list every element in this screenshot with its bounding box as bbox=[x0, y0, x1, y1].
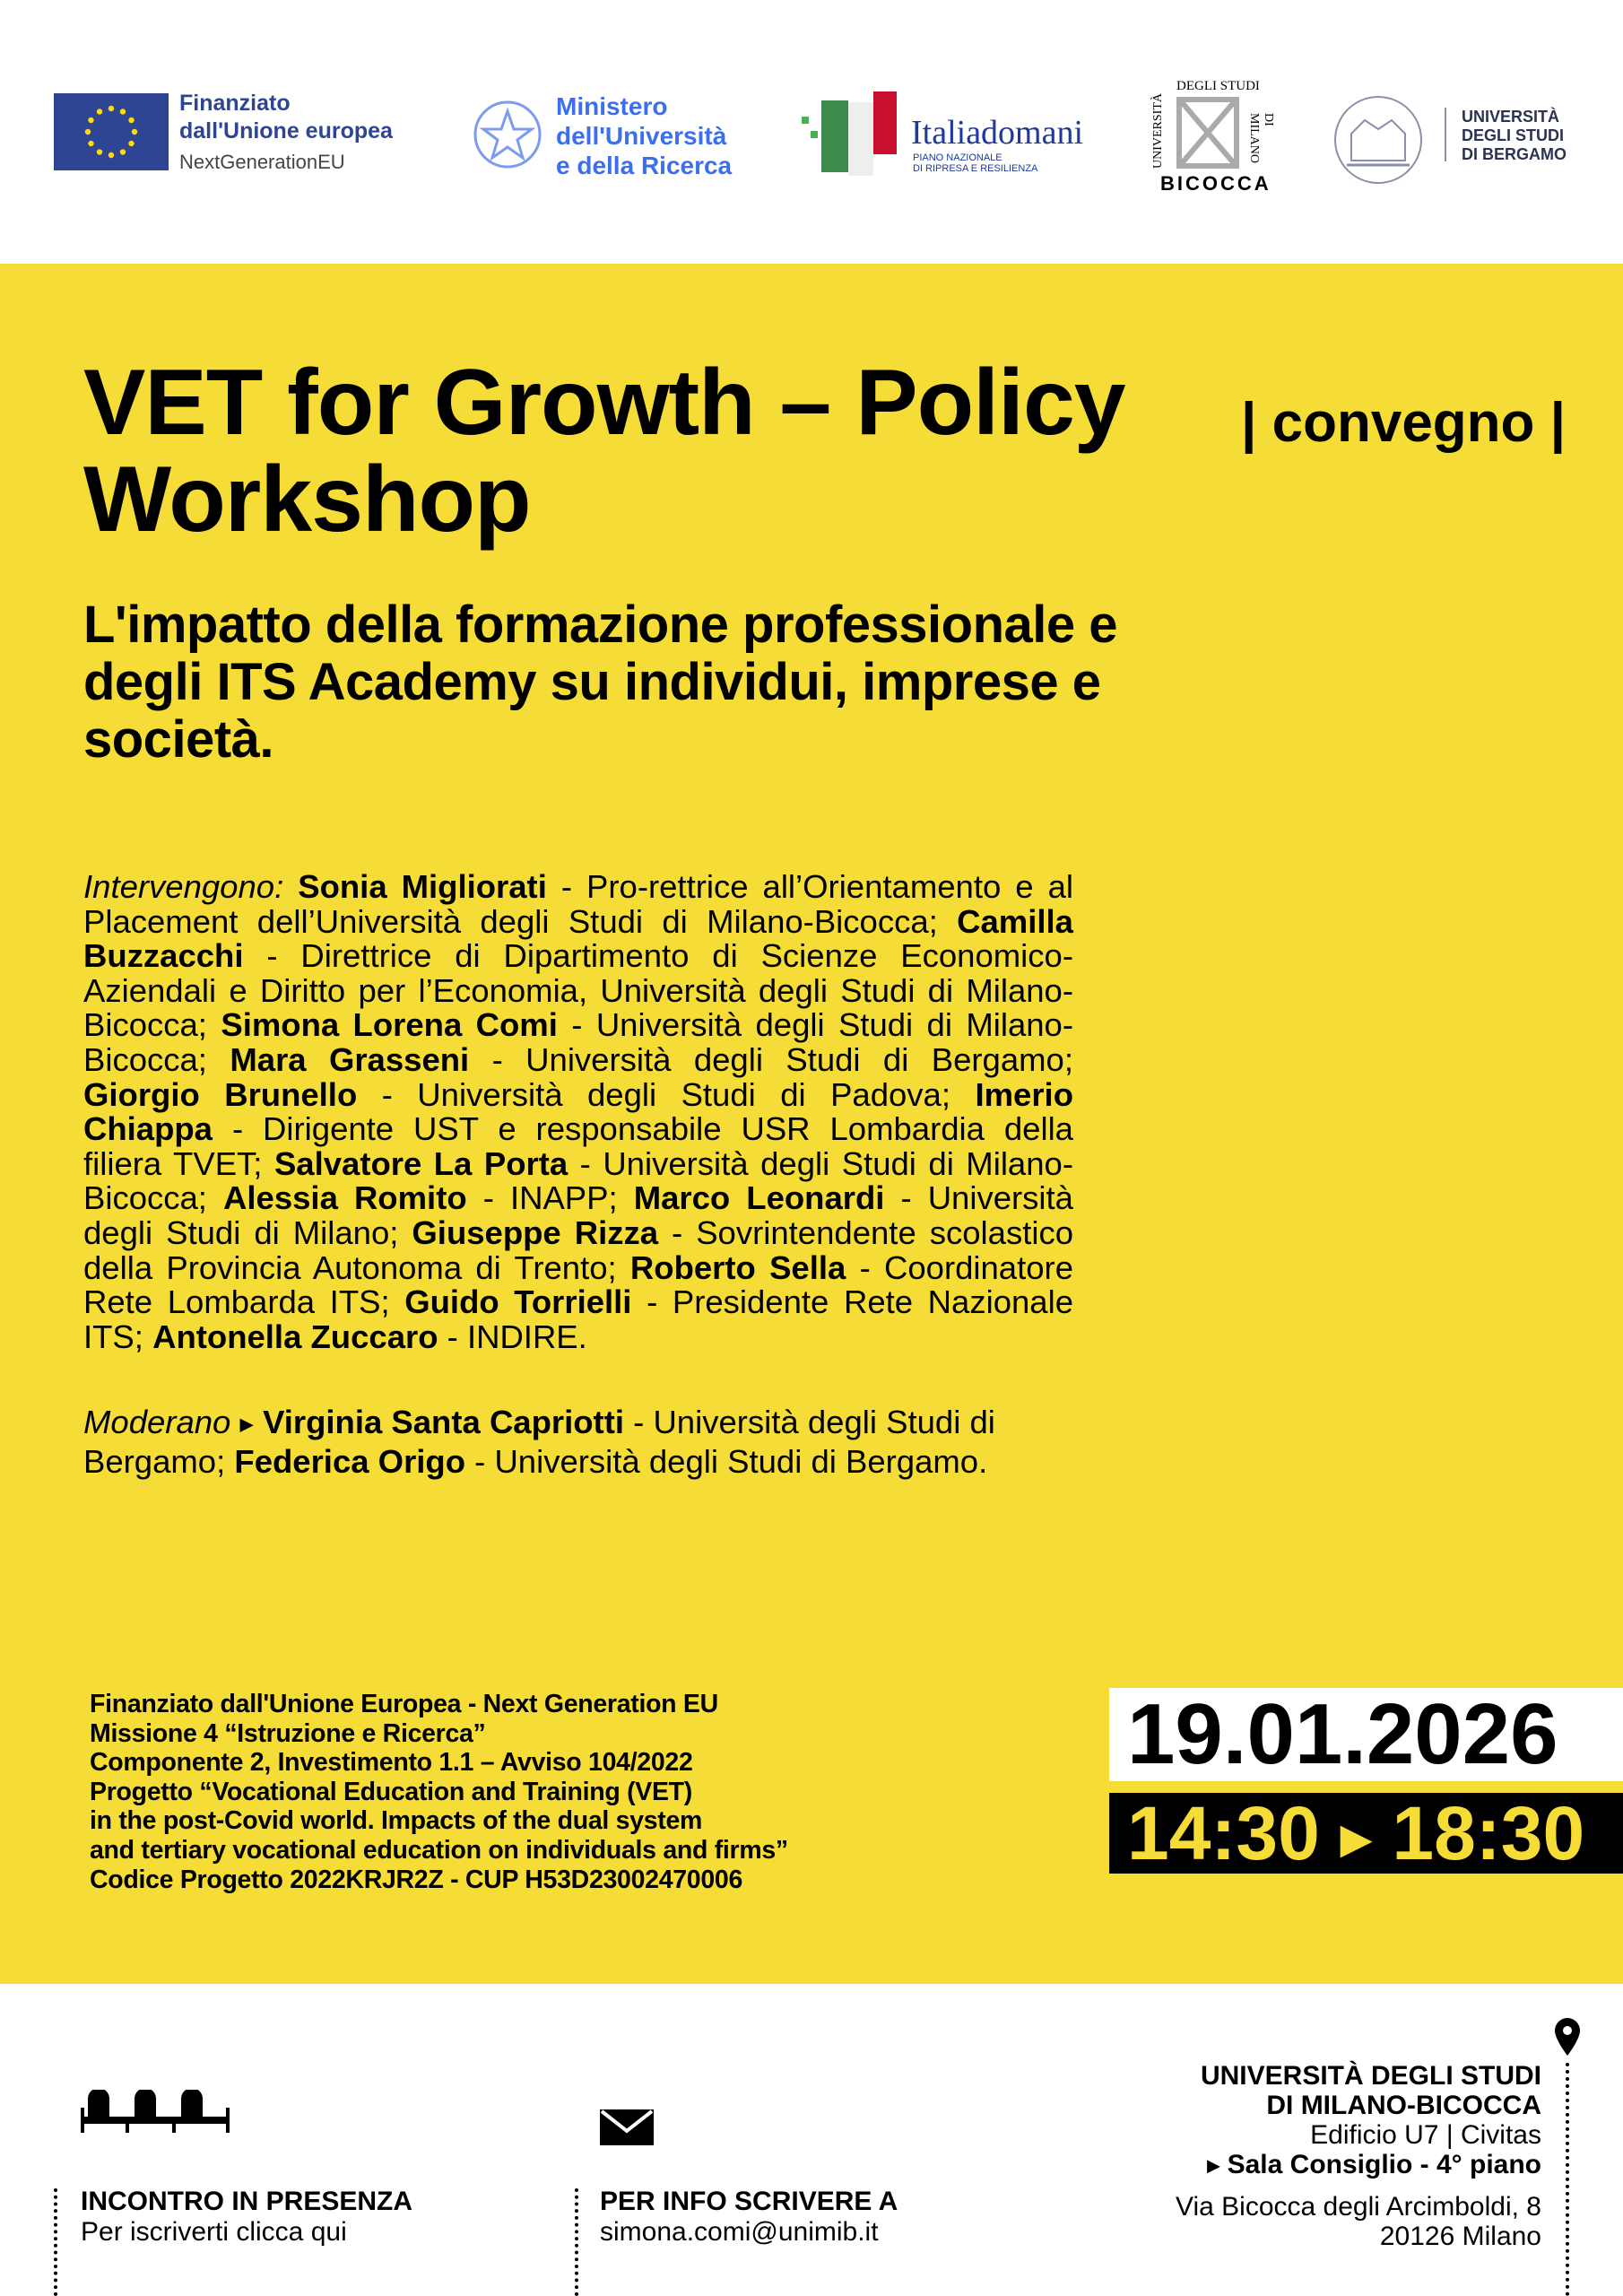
funding-line: Missione 4 “Istruzione e Ricerca” bbox=[90, 1718, 486, 1748]
person-role: Università degli Studi di Milano-Bicocca; bbox=[83, 1006, 1074, 1078]
italiadomani-line: DI RIPRESA E RESILIENZA bbox=[913, 163, 1038, 174]
person-role: Pro-rettrice all’Orientamento e al Placement dell’Università degli Studi di Milano-Bicocca; bbox=[83, 868, 1073, 940]
funding-line: and tertiary vocational education on individuals and firms” bbox=[90, 1835, 788, 1865]
person-name: Alessia Romito bbox=[223, 1179, 467, 1217]
bergamo-divider bbox=[1445, 108, 1446, 161]
eu-star-icon bbox=[128, 141, 134, 146]
venue-line: DI MILANO-BICOCCA bbox=[1266, 2091, 1541, 2120]
eu-star-icon bbox=[132, 129, 137, 135]
eu-star-icon bbox=[120, 109, 126, 114]
register-link[interactable]: Per iscriverti clicca qui bbox=[81, 2217, 347, 2247]
bicocca-logo-top: DEGLI STUDI bbox=[1176, 79, 1260, 93]
eu-star-icon bbox=[108, 152, 114, 158]
person-role: Dirigente UST e responsabile USR Lombardia della filiera TVET; bbox=[83, 1110, 1073, 1182]
venue-line: UNIVERSITÀ DEGLI STUDI bbox=[1200, 2061, 1541, 2091]
person-name: Guido Torrielli bbox=[404, 1283, 632, 1321]
person-name: Virginia Santa Capriotti bbox=[263, 1404, 624, 1440]
eu-star-icon bbox=[128, 117, 134, 123]
bicocca-logo-right: DI MILANO bbox=[1246, 113, 1275, 164]
speakers-paragraph: Intervengono: Sonia Migliorati - Pro-rettrice all’Orientamento e al Placement dell’Università degli Studi di Milano-Bicocca; Camilla Buzzacchi - Direttrice di Dipartimento di Scienze Economico-Aziendali e Diritto per l’Economia, Università degli Studi di Milano-Bicocca; Simona Lorena Comi - Università degli Studi di Milano-Bicocca; Mara Grasseni - Università degli Studi di Bergamo; Giorgio Brunello - Università degli Studi di Padova; Imerio Chiappa - Dirigente UST e responsabile USR Lombardia della filiera TVET; Salvatore La Porta - Università degli Studi di Milano-Bicocca; Alessia Romito - INAPP; Marco Leonardi - Università degli Studi di Milano; Giuseppe Rizza - Sovrintendente scolastico della Provincia Autonoma di Trento; Roberto Sella - Coordinatore Rete Lombarda ITS; Guido Torrielli - Presidente Rete Nazionale ITS; Antonella Zuccaro - INDIRE. bbox=[83, 868, 1074, 1355]
person-name: Giuseppe Rizza bbox=[412, 1213, 659, 1251]
italiadomani-name: Italiadomani bbox=[911, 114, 1084, 152]
info-title: PER INFO SCRIVERE A bbox=[600, 2187, 898, 2216]
mur-logo-line: e della Ricerca bbox=[556, 152, 733, 179]
bergamo-seal-icon bbox=[1329, 93, 1428, 191]
eu-star-icon bbox=[120, 149, 126, 154]
person-role: INAPP; bbox=[509, 1179, 618, 1217]
person-role: INDIRE. bbox=[466, 1318, 587, 1355]
person-role: Presidente Rete Nazionale ITS; bbox=[83, 1283, 1073, 1355]
person-name: Giorgio Brunello bbox=[83, 1075, 358, 1113]
person-role: Sovrintendente scolastico della Provincia Autonoma di Trento; bbox=[83, 1213, 1074, 1286]
italiadomani-flag-icon bbox=[802, 90, 902, 180]
person-name: Salvatore La Porta bbox=[273, 1144, 568, 1182]
eu-star-icon bbox=[88, 141, 93, 146]
dotted-divider bbox=[1566, 2063, 1569, 2296]
bergamo-logo-text bbox=[1462, 108, 1567, 164]
italiadomani-line: PIANO NAZIONALE bbox=[913, 152, 1002, 163]
arrow-right-icon: ▶ bbox=[239, 1414, 254, 1435]
eu-star-icon bbox=[88, 117, 93, 123]
eu-logo-line: Finanziato bbox=[179, 91, 291, 116]
bergamo-logo-line: DEGLI STUDI bbox=[1462, 126, 1565, 144]
funding-line: in the post-Covid world. Impacts of the dual system bbox=[90, 1806, 703, 1836]
mur-logo-line: dell'Università bbox=[556, 122, 727, 150]
dotted-divider bbox=[575, 2188, 578, 2296]
location-pin-icon bbox=[1555, 2018, 1580, 2060]
person-name: Imerio Chiappa bbox=[83, 1075, 1073, 1148]
venue-building: Edificio U7 | Civitas bbox=[1310, 2120, 1541, 2150]
moderators-paragraph: Moderano ▶ Virginia Santa Capriotti - Università degli Studi di Bergamo; Federica Origo - Università degli Studi di Bergamo. bbox=[83, 1404, 995, 1481]
funding-line: Progetto “Vocational Education and Training (VET) bbox=[90, 1777, 692, 1806]
mur-logo-line: Ministero bbox=[556, 92, 668, 120]
bergamo-logo-line: UNIVERSITÀ bbox=[1462, 108, 1560, 126]
person-name: Camilla Buzzacchi bbox=[83, 902, 1073, 975]
person-role: Università degli Studi di Milano-Bicocca; bbox=[83, 1144, 1073, 1217]
eu-logo-line: dall'Unione europea bbox=[179, 118, 393, 144]
person-role: Università degli Studi di Bergamo. bbox=[494, 1443, 988, 1481]
person-name: Antonella Zuccaro bbox=[152, 1318, 438, 1355]
time-start: 14:30 bbox=[1127, 1791, 1320, 1875]
person-role: Direttrice di Dipartimento di Scienze Economico-Aziendali e Diritto per l’Economia, Università degli Studi di Milano-Bicocca; bbox=[83, 937, 1073, 1044]
person-name: Federica Origo bbox=[234, 1443, 466, 1481]
event-type-tag: | convegno | bbox=[1241, 392, 1566, 454]
funding-line: Componente 2, Investimento 1.1 – Avviso 104/2022 bbox=[90, 1748, 693, 1778]
bicocca-logo bbox=[1151, 79, 1275, 196]
eu-star-icon bbox=[97, 109, 102, 114]
eu-star-icon bbox=[97, 149, 102, 154]
funding-line: Codice Progetto 2022KRJR2Z - CUP H53D23002470006 bbox=[90, 1865, 742, 1894]
eu-logo-line: NextGenerationEU bbox=[179, 150, 345, 173]
person-name: Sonia Migliorati bbox=[298, 868, 547, 905]
eu-star-icon bbox=[85, 129, 91, 135]
person-role: Università degli Studi di Bergamo; bbox=[525, 1040, 1073, 1078]
bicocca-logo-bottom: BICOCCA bbox=[1160, 172, 1271, 195]
attend-title: INCONTRO IN PRESENZA bbox=[81, 2187, 413, 2216]
bergamo-logo-line: DI BERGAMO bbox=[1462, 145, 1567, 163]
address-line: 20126 Milano bbox=[1379, 2221, 1541, 2251]
event-date: 19.01.2026 bbox=[1109, 1688, 1623, 1781]
address-line: Via Bicocca degli Arcimboldi, 8 bbox=[1176, 2191, 1541, 2222]
arrow-right-icon: ▶ bbox=[1341, 1816, 1372, 1861]
person-role: Coordinatore Rete Lombarda ITS; bbox=[83, 1248, 1073, 1321]
bicocca-logo-left: UNIVERSITÀ bbox=[1151, 93, 1165, 169]
italiadomani-subtitle bbox=[913, 152, 1037, 174]
eu-logo-text bbox=[179, 90, 393, 174]
moderators-label: Moderano bbox=[83, 1404, 231, 1440]
page-title: VET for Growth – Policy Workshop bbox=[83, 351, 1125, 552]
mur-logo-text bbox=[556, 91, 732, 180]
time-end: 18:30 bbox=[1392, 1791, 1585, 1875]
person-name: Roberto Sella bbox=[629, 1248, 846, 1286]
arrow-right-icon: ▶ bbox=[1207, 2156, 1220, 2175]
venue-info bbox=[1176, 2061, 1541, 2251]
dotted-divider bbox=[54, 2188, 57, 2296]
person-role: Università degli Studi di Milano; bbox=[83, 1179, 1073, 1251]
seats-icon bbox=[81, 2090, 230, 2137]
eu-star-icon bbox=[108, 106, 114, 111]
mail-icon bbox=[600, 2109, 654, 2150]
event-time bbox=[1109, 1793, 1623, 1874]
eu-flag-logo bbox=[54, 93, 169, 170]
italian-emblem-icon bbox=[471, 95, 544, 182]
funding-info bbox=[90, 1690, 788, 1894]
person-name: Simona Lorena Comi bbox=[221, 1006, 558, 1044]
speakers-label: Intervengono: bbox=[83, 868, 284, 905]
person-role: Università degli Studi di Bergamo; bbox=[83, 1404, 995, 1481]
subtitle: L'impatto della formazione professionale e degli ITS Academy su individui, imprese e società. bbox=[83, 596, 1118, 769]
person-name: Mara Grasseni bbox=[230, 1040, 470, 1078]
person-name: Marco Leonardi bbox=[633, 1179, 885, 1217]
contact-email-link[interactable]: simona.comi@unimib.it bbox=[600, 2217, 879, 2247]
person-role: Università degli Studi di Padova; bbox=[417, 1075, 950, 1113]
logo-header bbox=[0, 0, 1623, 264]
funding-line: Finanziato dall'Unione Europea - Next Generation EU bbox=[90, 1690, 718, 1718]
venue-room: Sala Consiglio - 4° piano bbox=[1227, 2150, 1541, 2179]
